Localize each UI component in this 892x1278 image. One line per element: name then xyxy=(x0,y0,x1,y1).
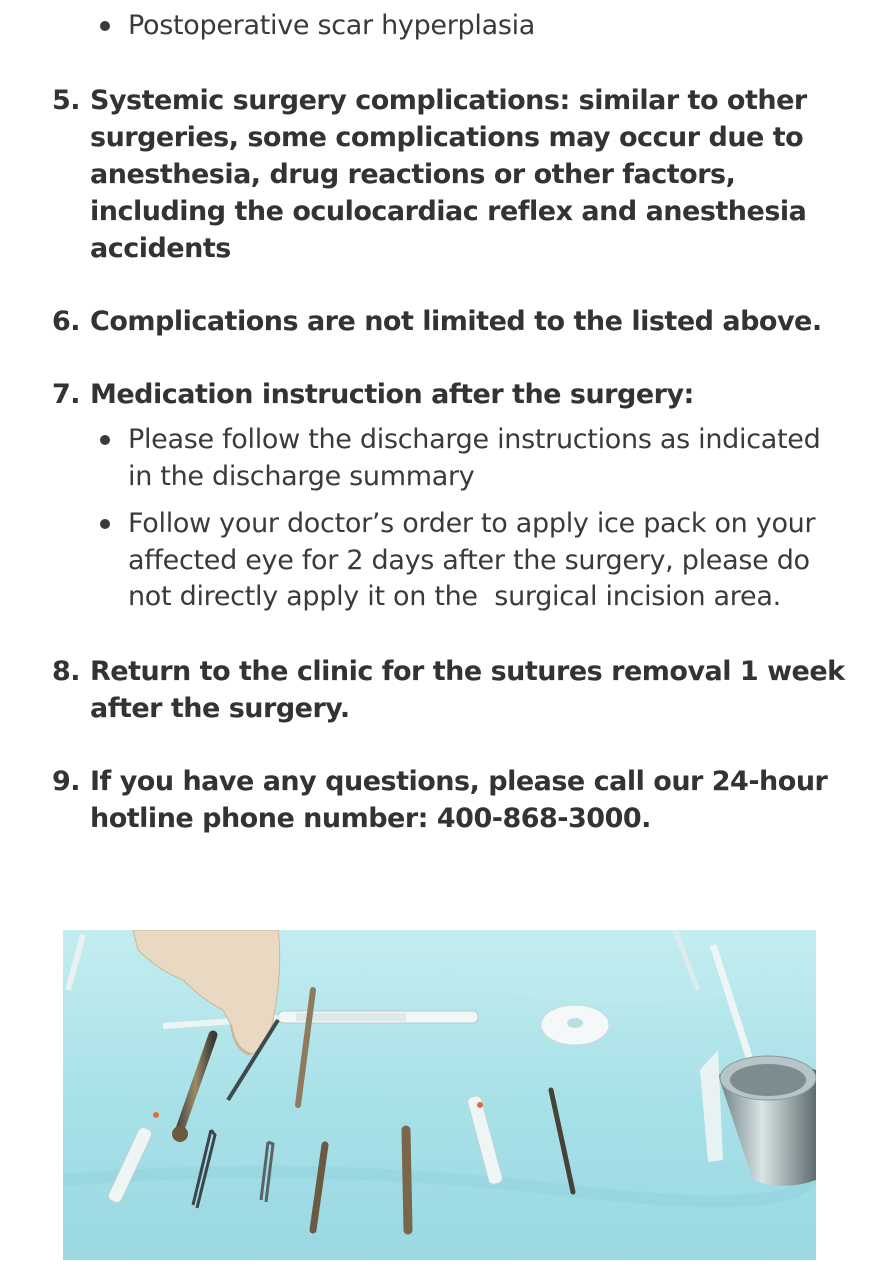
item-line: hotline phone number: 400-868-3000. xyxy=(90,803,651,834)
item-number: 9. xyxy=(52,766,81,797)
bullet-text: Please follow the discharge instructions as indicated xyxy=(128,424,821,455)
numbered-item-5 xyxy=(52,82,807,267)
bullet-dot xyxy=(100,519,110,529)
bullet-text: Follow your doctor’s order to apply ice pack on your xyxy=(128,508,816,539)
numbered-item-9 xyxy=(52,763,828,837)
bullet-item xyxy=(128,8,535,45)
item-line: surgeries, some complications may occur due to xyxy=(90,122,804,153)
bullet-text: in the discharge summary xyxy=(128,460,475,492)
item-number: 6. xyxy=(52,306,81,337)
instruments-illustration xyxy=(63,930,816,1260)
numbered-item-7 xyxy=(52,376,694,413)
item-line: including the oculocardiac reflex and anesthesia xyxy=(90,196,807,227)
item-line: Complications are not limited to the listed above. xyxy=(90,306,822,337)
bullet-item xyxy=(128,506,815,616)
bullet-text: Postoperative scar hyperplasia xyxy=(128,10,536,41)
item-line: If you have any questions, please call our 24-hour xyxy=(90,766,828,797)
item-line: Return to the clinic for the sutures removal 1 week xyxy=(90,656,845,687)
item-number: 8. xyxy=(52,656,81,687)
item-number: 7. xyxy=(52,379,81,410)
item-line: after the surgery. xyxy=(90,693,350,724)
numbered-item-8 xyxy=(52,653,845,727)
item-line: Medication instruction after the surgery: xyxy=(90,379,694,410)
bullet-text: not directly apply it on the surgical incision area. xyxy=(128,581,781,612)
item-line: accidents xyxy=(90,233,231,264)
bullet-text: affected eye for 2 days after the surgery, please do xyxy=(128,544,810,576)
bullet-dot xyxy=(100,435,110,445)
surgical-instruments-photo xyxy=(63,930,816,1260)
item-number: 5. xyxy=(52,85,81,116)
item-line: anesthesia, drug reactions or other factors, xyxy=(90,159,736,190)
item-line: Systemic surgery complications: similar to other xyxy=(90,85,807,116)
bullet-dot xyxy=(100,21,110,31)
bullet-item xyxy=(128,422,820,495)
numbered-item-6 xyxy=(52,303,822,340)
